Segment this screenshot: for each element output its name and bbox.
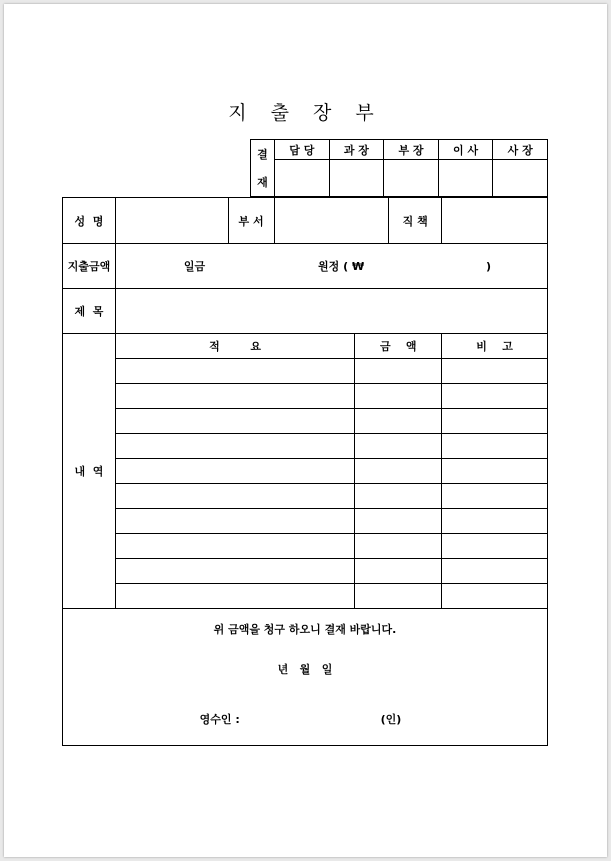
approval-role-header: 이 사 [438,140,493,160]
dept-label: 부 서 [228,198,274,244]
detail-note-cell[interactable] [442,384,548,409]
detail-amount-cell[interactable] [355,534,442,559]
approval-side-label [251,140,275,197]
date-line[interactable]: 년 월 일 [277,663,333,676]
detail-summary-cell[interactable] [115,509,354,534]
approval-sign-cell[interactable] [493,160,548,197]
detail-summary-cell[interactable] [115,359,354,384]
detail-amount-cell[interactable] [355,584,442,609]
detail-summary-cell[interactable] [115,559,354,584]
amount-label: 지출금액 [63,244,116,289]
detail-summary-cell[interactable] [115,484,354,509]
name-label: 성 명 [63,198,116,244]
detail-summary-cell[interactable] [115,384,354,409]
recipient-label: 영수인 : [199,713,240,726]
detail-amount-cell[interactable] [355,559,442,584]
amount-text-won: 원정 ( ₩ [318,260,365,273]
approval-sign-cell[interactable] [275,160,330,197]
detail-amount-cell[interactable] [355,384,442,409]
footer-section [63,609,548,746]
detail-note-cell[interactable] [442,584,548,609]
approval-role-header: 담 당 [275,140,330,160]
amount-text-close: ) [485,260,491,273]
approval-role-header: 사 장 [493,140,548,160]
detail-note-cell[interactable] [442,534,548,559]
detail-note-cell[interactable] [442,509,548,534]
detail-amount-cell[interactable] [355,434,442,459]
detail-amount-cell[interactable] [355,409,442,434]
detail-summary-cell[interactable] [115,534,354,559]
detail-amount-cell[interactable] [355,509,442,534]
detail-summary-cell[interactable] [115,459,354,484]
position-field[interactable] [442,198,548,244]
approval-side-bottom: 재 [257,176,268,189]
name-field[interactable] [115,198,228,244]
detail-amount-cell[interactable] [355,484,442,509]
detail-note-cell[interactable] [442,559,548,584]
approval-table [250,139,548,197]
approval-side-top: 결 [257,148,268,161]
amount-text-il: 일금 [183,260,206,273]
detail-summary-cell[interactable] [115,409,354,434]
detail-amount-cell[interactable] [355,359,442,384]
approval-sign-cell[interactable] [329,160,384,197]
position-label: 직 책 [389,198,442,244]
document-title: 지 출 장 부 [228,102,383,124]
col-amount-header: 금 액 [355,334,442,359]
detail-amount-cell[interactable] [355,459,442,484]
dept-field[interactable] [274,198,389,244]
detail-summary-cell[interactable] [115,434,354,459]
detail-note-cell[interactable] [442,484,548,509]
detail-note-cell[interactable] [442,359,548,384]
approval-role-header: 부 장 [384,140,439,160]
subject-label: 제 목 [63,289,116,334]
subject-field[interactable] [115,289,547,334]
expense-form-table [62,197,548,746]
approval-sign-cell[interactable] [438,160,493,197]
approval-role-header: 과 장 [329,140,384,160]
detail-note-cell[interactable] [442,459,548,484]
col-summary-header: 적 요 [115,334,354,359]
col-note-header: 비 고 [442,334,548,359]
detail-note-cell[interactable] [442,409,548,434]
approval-sign-cell[interactable] [384,160,439,197]
details-label: 내 역 [63,334,116,609]
amount-field[interactable] [115,244,547,289]
detail-summary-cell[interactable] [115,584,354,609]
seal-mark[interactable]: (인) [380,713,402,726]
request-text: 위 금액을 청구 하오니 결재 바랍니다. [213,623,397,636]
detail-note-cell[interactable] [442,434,548,459]
recipient-line [63,711,547,727]
